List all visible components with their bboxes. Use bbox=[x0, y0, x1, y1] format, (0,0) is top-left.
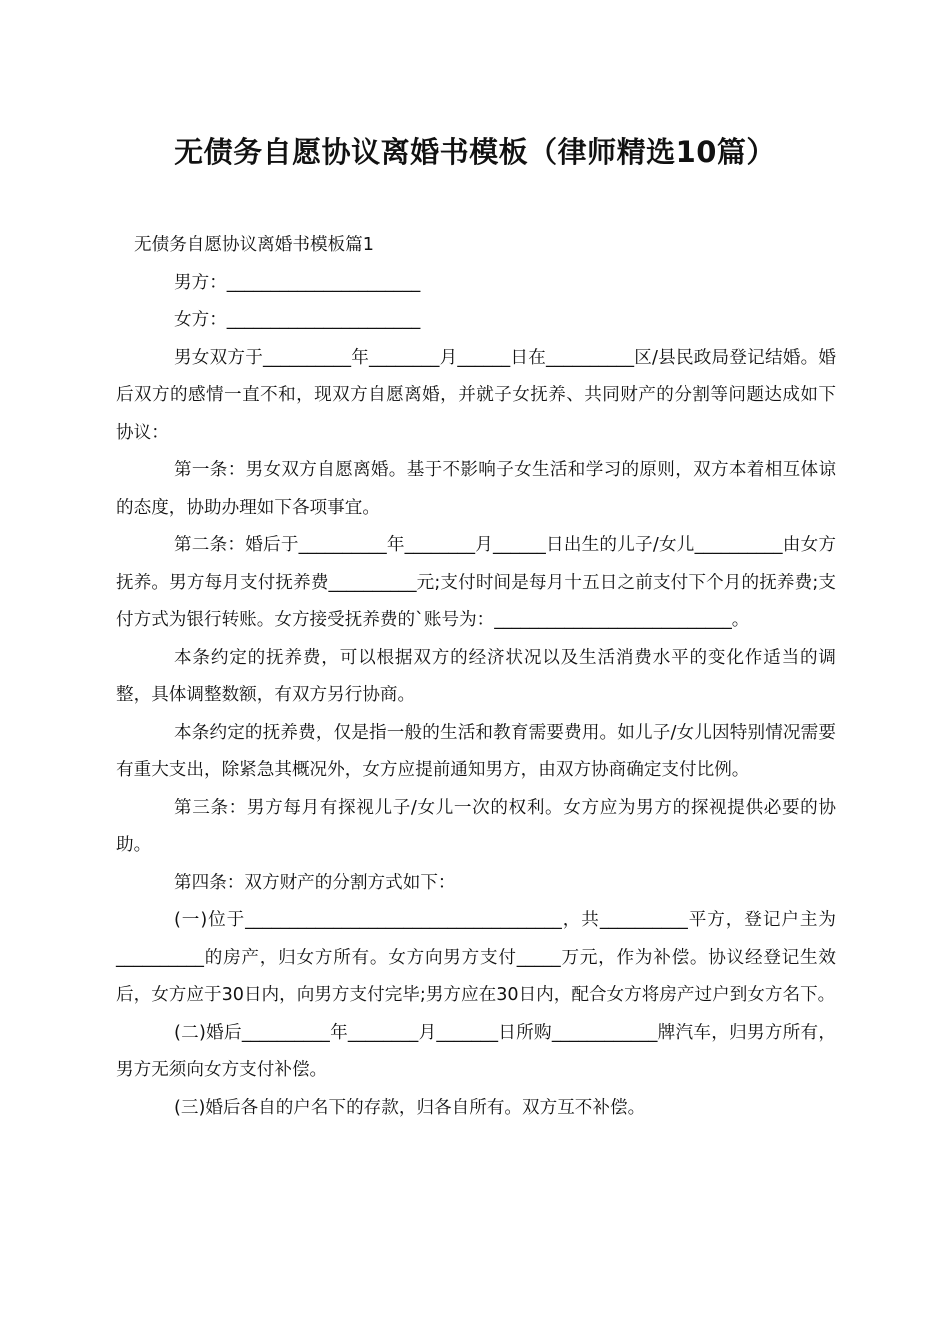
section-heading: 无债务自愿协议离婚书模板篇1 bbox=[134, 235, 374, 255]
property-item-2: (二)婚后__________年________月_______日所购____________牌汽车，归男方所有，男方无须向女方支付补偿。 bbox=[116, 1022, 836, 1080]
article-2: 第二条：婚后于__________年________月______日出生的儿子/女儿__________由女方抚养。男方每月支付抚养费__________元;支付时间是每月十五日之前支付下个月的抚养费;支付方式为银行转账。女方接受抚养费的`账号为：___________________________。 bbox=[116, 535, 836, 630]
article-1: 第一条：男女双方自愿离婚。基于不影响子女生活和学习的原则，双方本着相互体谅的态度，协助办理如下各项事宜。 bbox=[116, 460, 836, 518]
document-title: 无债务自愿协议离婚书模板（律师精选10篇） bbox=[174, 135, 776, 169]
article-3: 第三条：男方每月有探视儿子/女儿一次的权利。女方应为男方的探视提供必要的协助。 bbox=[116, 797, 836, 855]
female-party-line: 女方：______________________ bbox=[174, 310, 421, 330]
document-body bbox=[116, 227, 836, 1127]
property-item-3: (三)婚后各自的户名下的存款，归各自所有。双方互不补偿。 bbox=[174, 1097, 646, 1118]
property-item-1: (一)位于____________________________________，共__________平方，登记户主为__________的房产，归女方所有。女方向男方支付_____万元，作为补偿。协议经登记生效后，女方应于30日内，向男方支付完毕;男方应在30日内，配合女方将房产过户到女方名下。 bbox=[116, 910, 836, 1005]
child-support-adjustment-paragraph: 本条约定的抚养费，可以根据双方的经济状况以及生活消费水平的变化作适当的调整，具体调整数额，有双方另行协商。 bbox=[116, 647, 836, 705]
male-party-line: 男方：______________________ bbox=[174, 272, 421, 293]
marriage-registration-paragraph: 男女双方于__________年________月______日在__________区/县民政局登记结婚。婚后双方的感情一直不和，现双方自愿离婚，并就子女抚养、共同财产的分割等问题达成如下协议： bbox=[116, 347, 836, 443]
child-support-scope-paragraph: 本条约定的抚养费，仅是指一般的生活和教育需要费用。如儿子/女儿因特别情况需要有重大支出，除紧急其概况外，女方应提前通知男方，由双方协商确定支付比例。 bbox=[116, 722, 836, 780]
article-4: 第四条：双方财产的分割方式如下： bbox=[174, 872, 456, 893]
